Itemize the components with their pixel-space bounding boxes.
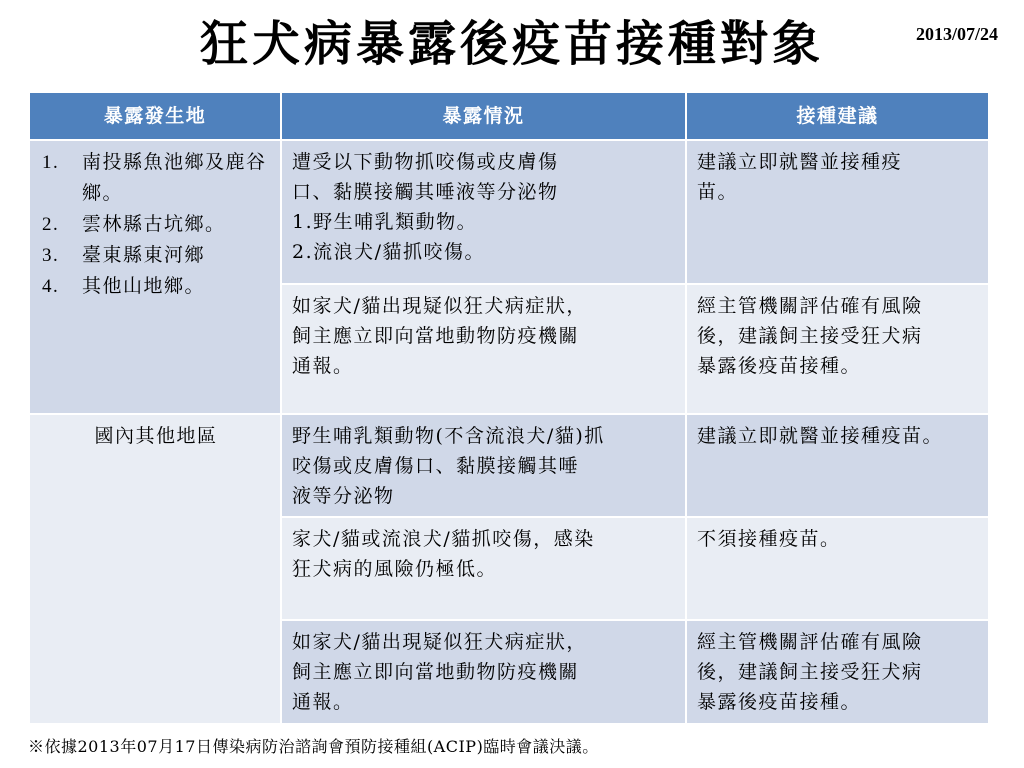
- table-row: [29, 414, 989, 517]
- situation-cell: 如家犬/貓出現疑似狂犬病症狀， 飼主應立即向當地動物防疫機關 通報。: [281, 284, 686, 414]
- list-item: 2. 雲林縣古坑鄉。: [42, 213, 226, 235]
- advice-cell: 建議立即就醫並接種疫 苗。: [686, 140, 989, 284]
- situation-cell: 如家犬/貓出現疑似狂犬病症狀， 飼主應立即向當地動物防疫機關 通報。: [281, 620, 686, 724]
- list-item: 3. 臺東縣東河鄉: [42, 244, 206, 266]
- advice-cell: 經主管機關評估確有風險 後，建議飼主接受狂犬病 暴露後疫苗接種。: [686, 620, 989, 724]
- advice-cell: 不須接種疫苗。: [686, 517, 989, 620]
- list-item: 1. 南投縣魚池鄉及鹿谷鄉。: [42, 151, 267, 204]
- vaccination-table: [28, 91, 990, 725]
- situation-cell: 遭受以下動物抓咬傷或皮膚傷 口、黏膜接觸其唾液等分泌物 1.野生哺乳類動物。 2.流浪犬/貓抓咬傷。: [281, 140, 686, 284]
- page-title: 狂犬病暴露後疫苗接種對象: [199, 16, 824, 72]
- footnote: ※依據2013年07月17日傳染病防治諮詢會預防接種組(ACIP)臨時會議決議。: [28, 737, 599, 756]
- table-row: [29, 140, 989, 284]
- region-list: [40, 147, 272, 302]
- situation-cell: 野生哺乳類動物(不含流浪犬/貓)抓 咬傷或皮膚傷口、黏膜接觸其唾 液等分泌物: [281, 414, 686, 517]
- date-label: 2013/07/24: [915, 24, 998, 44]
- header-exposure-situation: 暴露情況: [281, 92, 686, 140]
- header-exposure-location: 暴露發生地: [29, 92, 281, 140]
- header-recommendation: 接種建議: [686, 92, 989, 140]
- advice-cell: 經主管機關評估確有風險 後，建議飼主接受狂犬病 暴露後疫苗接種。: [686, 284, 989, 414]
- table-header-row: [29, 92, 989, 140]
- list-item: 4. 其他山地鄉。: [42, 275, 206, 297]
- region-cell-mountain-townships: [29, 140, 281, 414]
- situation-cell: 家犬/貓或流浪犬/貓抓咬傷，感染 狂犬病的風險仍極低。: [281, 517, 686, 620]
- region-cell-other-domestic: 國內其他地區: [29, 414, 281, 724]
- advice-cell: 建議立即就醫並接種疫苗。: [686, 414, 989, 517]
